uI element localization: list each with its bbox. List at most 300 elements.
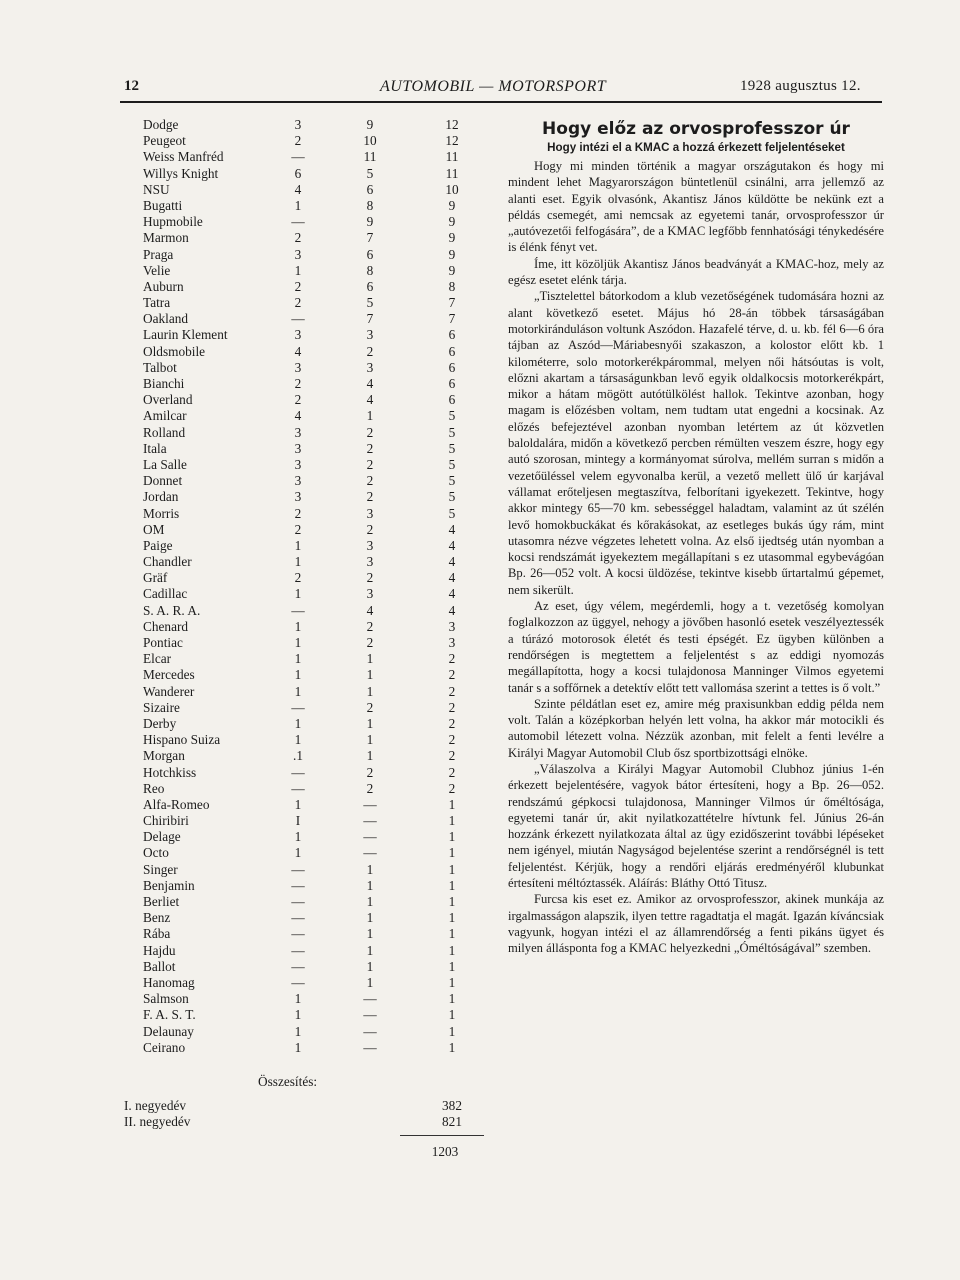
brand-name: Gräf bbox=[143, 570, 168, 586]
count-total: 9 bbox=[448, 230, 456, 246]
count-first-quarter: 1 bbox=[294, 991, 302, 1007]
count-total: 9 bbox=[448, 214, 456, 230]
table-row bbox=[0, 878, 520, 894]
article-paragraph: „Tisztelettel bátorkodom a klub vezetőségének tudomására hozni az alant következő esetet. Május hó 28-án többek társaságában motorkiránduláson voltunk Aszódon. Hazafelé térve, d. u. kb. fél 6—6 óra tájban az Aszód—Máriabesnyői szakaszon, a kolostor előtt kb. 1 kilométerre, solo motorkerékpárommal, melyen női hátsóutas is volt, előzni akartam a társaságunkban levő egyik oldalkocsis motorkerékpárt, mikor a hátam mögött autótülkölést hallok. Tekintve azonban, hogy magam is előzésben voltam, nem tudtam utat engedni a kocsinak. Az előzés befejeztével azonban nyomban letértem az út közvetlen baloldalára, midőn a következő percben rémülten veszem észre, hogy egy autó szorosan, mintegy a kormányomat súrolva, mellém surran s midőn a vezetőüléssel velem egyvonalba kerül, a vezető mellett ülő úr karjával vállamat erőteljesen megtaszítva, felborítani igyekezett. Tekintve, hogy akkor mintegy 65—70 km. sebességgel haladtam, valamint az út szélén levő homokbuckákat és kőrakásokat, az esetleges bukás úgy rám, mint utasomra nézve végzetes lehetett volna. Az első ijedtség után nyomban a kocsi rendszámát igyekeztem megállapítani s ez utasommal egybevágóan Bp. 26—052 volt. A kocsi üldözése, tekintve kisebb űrtartalmú gépemet, nem sikerült. bbox=[508, 289, 884, 597]
brand-name: Auburn bbox=[143, 278, 184, 294]
count-first-quarter: 1 bbox=[294, 1023, 302, 1039]
table-row bbox=[0, 991, 520, 1007]
table-row bbox=[0, 230, 520, 246]
count-total: 12 bbox=[445, 133, 459, 149]
count-total: 5 bbox=[448, 456, 456, 472]
count-total: 3 bbox=[448, 635, 456, 650]
count-second-quarter: 3 bbox=[366, 327, 374, 343]
count-total: 2 bbox=[448, 651, 456, 667]
table-row bbox=[0, 716, 520, 732]
count-total: 9 bbox=[448, 197, 456, 213]
table-row bbox=[0, 133, 520, 149]
count-total: 2 bbox=[448, 715, 456, 731]
count-first-quarter: 6 bbox=[294, 165, 302, 181]
count-first-quarter: 1 bbox=[294, 618, 302, 634]
count-total: 4 bbox=[448, 537, 456, 553]
page-header bbox=[0, 0, 960, 100]
count-total: 6 bbox=[448, 359, 456, 375]
count-first-quarter: 4 bbox=[294, 408, 302, 424]
count-first-quarter: 1 bbox=[294, 651, 302, 667]
table-row bbox=[0, 797, 520, 813]
brand-name: Overland bbox=[143, 392, 193, 408]
count-total: 1 bbox=[448, 877, 456, 893]
table-row bbox=[0, 522, 520, 538]
count-total: 2 bbox=[448, 683, 456, 699]
count-second-quarter: 1 bbox=[366, 910, 374, 926]
count-second-quarter: 1 bbox=[366, 942, 374, 958]
count-total: 1 bbox=[448, 926, 456, 942]
brand-name: Pontiac bbox=[143, 635, 183, 650]
table-row bbox=[0, 926, 520, 942]
count-total: 7 bbox=[448, 295, 456, 311]
count-second-quarter: 3 bbox=[366, 554, 374, 570]
count-second-quarter: 4 bbox=[366, 376, 374, 391]
count-second-quarter: 3 bbox=[366, 586, 374, 602]
article-paragraph: Szinte példátlan eset ez, amire még praxisunkban eddig példa nem volt. Talán a középkorban helyén lett volna, ha akkor már motocikli és automobil létezett volna. Nézzük azonban, mit felelt a fenti levélre a Királyi Magyar Automobil Club ősz sportbizottsági elnöke. bbox=[508, 696, 884, 760]
table-row bbox=[0, 425, 520, 441]
count-total: 12 bbox=[445, 117, 459, 132]
count-first-quarter: 4 bbox=[294, 181, 302, 197]
count-total: 1 bbox=[448, 1007, 456, 1023]
table-row bbox=[0, 214, 520, 230]
quarter-value: 821 bbox=[442, 1114, 462, 1129]
count-second-quarter: — bbox=[363, 845, 377, 861]
brand-name: Salmson bbox=[143, 991, 189, 1007]
count-second-quarter: — bbox=[363, 991, 377, 1007]
count-first-quarter: 1 bbox=[294, 829, 302, 845]
count-first-quarter: 1 bbox=[294, 732, 302, 748]
brand-name: Morris bbox=[143, 505, 180, 521]
brand-name: Chandler bbox=[143, 554, 192, 570]
article-paragraph: Hogy mi minden történik a magyar országutakon és hogy mi mindent lehet Magyarországon büntetlenül csinálni, arra jellemző az alanti eset. Egyik olvasónk, Akantisz János küldötte be nekünk ezt a példás csemegét, ami nemcsak az egyetemi tanár, orvosprofesszor úr „autóvezetői felfogására”, de a KMAC legfőbb fennhatósági ténykedésére is élénk fényt vet. bbox=[508, 159, 884, 255]
table-row bbox=[0, 489, 520, 505]
count-total: 5 bbox=[448, 408, 456, 424]
count-second-quarter: 2 bbox=[366, 570, 374, 586]
table-row bbox=[0, 408, 520, 424]
count-first-quarter: — bbox=[291, 149, 305, 165]
count-second-quarter: 2 bbox=[366, 635, 374, 650]
count-first-quarter: 3 bbox=[294, 440, 302, 456]
quarter-row bbox=[0, 1114, 520, 1130]
count-total: 4 bbox=[448, 554, 456, 570]
brand-name: OM bbox=[143, 521, 165, 537]
count-total: 4 bbox=[448, 602, 456, 618]
brand-name: Wanderer bbox=[143, 683, 195, 699]
table-row bbox=[0, 635, 520, 651]
brand-name: Elcar bbox=[143, 651, 172, 667]
table-row bbox=[0, 538, 520, 554]
count-second-quarter: 7 bbox=[366, 311, 374, 327]
count-total: 6 bbox=[448, 376, 456, 391]
summary-label: Összesítés: bbox=[258, 1074, 318, 1089]
count-second-quarter: 1 bbox=[366, 877, 374, 893]
table-row bbox=[0, 1040, 520, 1056]
table-row bbox=[0, 327, 520, 343]
count-second-quarter: 3 bbox=[366, 537, 374, 553]
count-first-quarter: 3 bbox=[294, 246, 302, 262]
count-second-quarter: 2 bbox=[366, 343, 374, 359]
total-rule bbox=[400, 1135, 484, 1136]
table-row bbox=[0, 732, 520, 748]
grand-total: 1203 bbox=[431, 1144, 459, 1159]
count-total: 11 bbox=[445, 165, 459, 181]
count-first-quarter: — bbox=[291, 780, 305, 796]
count-second-quarter: 2 bbox=[366, 456, 374, 472]
table-row bbox=[0, 959, 520, 975]
brand-name: Sizaire bbox=[143, 699, 180, 715]
count-second-quarter: 1 bbox=[366, 861, 374, 877]
brand-name: Willys Knight bbox=[143, 165, 219, 181]
table-row bbox=[0, 910, 520, 926]
count-first-quarter: 3 bbox=[294, 117, 302, 132]
count-total: 6 bbox=[448, 343, 456, 359]
count-first-quarter: 3 bbox=[294, 424, 302, 440]
count-total: 10 bbox=[445, 181, 459, 197]
table-row bbox=[0, 603, 520, 619]
count-second-quarter: 2 bbox=[366, 699, 374, 715]
count-first-quarter: 3 bbox=[294, 456, 302, 472]
count-second-quarter: 1 bbox=[366, 715, 374, 731]
count-first-quarter: .1 bbox=[293, 748, 303, 764]
publication-title: AUTOMOBIL — MOTORSPORT bbox=[380, 78, 607, 95]
brand-name: Hispano Suiza bbox=[143, 732, 221, 748]
count-second-quarter: 2 bbox=[366, 440, 374, 456]
table-row bbox=[0, 586, 520, 602]
count-first-quarter: 1 bbox=[294, 845, 302, 861]
count-second-quarter: — bbox=[363, 1007, 377, 1023]
count-total: 4 bbox=[448, 586, 456, 602]
count-first-quarter: — bbox=[291, 958, 305, 974]
count-second-quarter: 2 bbox=[366, 424, 374, 440]
brand-name: Ceirano bbox=[143, 1039, 186, 1055]
brand-name: Chenard bbox=[143, 618, 189, 634]
count-total: 6 bbox=[448, 327, 456, 343]
table-row bbox=[0, 894, 520, 910]
count-first-quarter: 3 bbox=[294, 327, 302, 343]
table-row bbox=[0, 473, 520, 489]
table-row bbox=[0, 295, 520, 311]
quarter-label: II. negyedév bbox=[124, 1114, 191, 1129]
article-subtitle: Hogy intézi el a KMAC a hozzá érkezett feljelentéseket bbox=[547, 141, 845, 154]
brand-name: Dodge bbox=[143, 117, 179, 132]
count-second-quarter: 1 bbox=[366, 974, 374, 990]
count-first-quarter: 2 bbox=[294, 133, 302, 149]
count-total: 7 bbox=[448, 311, 456, 327]
brand-name: Rába bbox=[143, 926, 171, 942]
table-row bbox=[0, 667, 520, 683]
count-first-quarter: — bbox=[291, 942, 305, 958]
count-second-quarter: — bbox=[363, 1039, 377, 1055]
table-row bbox=[0, 247, 520, 263]
count-total: 9 bbox=[448, 262, 456, 278]
brand-name: Derby bbox=[143, 715, 177, 731]
count-total: 1 bbox=[448, 861, 456, 877]
brand-name: F. A. S. T. bbox=[143, 1007, 196, 1023]
table-row bbox=[0, 700, 520, 716]
table-row bbox=[0, 765, 520, 781]
brand-name: Peugeot bbox=[143, 133, 186, 149]
table-row bbox=[0, 554, 520, 570]
brand-name: Chiribiri bbox=[143, 813, 189, 829]
count-first-quarter: 1 bbox=[294, 1007, 302, 1023]
count-second-quarter: 1 bbox=[366, 732, 374, 748]
count-total: 1 bbox=[448, 910, 456, 926]
brand-name: Weiss Manfréd bbox=[143, 149, 224, 165]
count-second-quarter: 3 bbox=[366, 359, 374, 375]
article bbox=[508, 118, 884, 957]
count-first-quarter: — bbox=[291, 877, 305, 893]
count-second-quarter: 2 bbox=[366, 780, 374, 796]
count-second-quarter: 6 bbox=[366, 246, 374, 262]
table-row bbox=[0, 862, 520, 878]
brand-name: Morgan bbox=[143, 748, 185, 764]
count-first-quarter: 1 bbox=[294, 197, 302, 213]
count-second-quarter: 1 bbox=[366, 958, 374, 974]
table-row bbox=[0, 117, 520, 133]
count-first-quarter: 2 bbox=[294, 521, 302, 537]
count-total: 4 bbox=[448, 521, 456, 537]
count-first-quarter: 4 bbox=[294, 343, 302, 359]
table-row bbox=[0, 813, 520, 829]
count-second-quarter: 4 bbox=[366, 602, 374, 618]
count-first-quarter: 1 bbox=[294, 683, 302, 699]
count-second-quarter: 5 bbox=[366, 295, 374, 311]
count-first-quarter: 3 bbox=[294, 473, 302, 489]
count-first-quarter: 1 bbox=[294, 537, 302, 553]
article-paragraph: „Válaszolva a Királyi Magyar Automobil Clubhoz június 1-én érkezett bejelentésére, vagyok bátor értesíteni, hogy a Bp. 26—052. rendszámú gépkocsi tulajdonosa, Manninger Vilmos úr őméltósága, egyetemi tanár úr, akit nyilatkozattételre hívtunk fel. Június 26-án hozzánk érkezett nyilatkozata által az ügy ezidőszerint további lépéseket nem igényel, miután Nagyságod bejelentése szerint a rendőrségnél is tett feljelentést. Kérjük, hogy a rendőri eljárás eredményéről klubunkat értesíteni méltóztassék. Aláírás: Bláthy Ottó Titusz. bbox=[508, 761, 884, 891]
brand-name: Benz bbox=[143, 910, 171, 926]
brand-name: Praga bbox=[143, 246, 174, 262]
table-row bbox=[0, 684, 520, 700]
table-row bbox=[0, 182, 520, 198]
brand-name: Mercedes bbox=[143, 667, 195, 683]
table-row bbox=[0, 619, 520, 635]
brand-name: Paige bbox=[143, 537, 173, 553]
count-total: 3 bbox=[448, 618, 456, 634]
count-first-quarter: 2 bbox=[294, 376, 302, 391]
count-total: 11 bbox=[445, 149, 459, 165]
brand-name: NSU bbox=[143, 181, 170, 197]
brand-name: S. A. R. A. bbox=[143, 602, 201, 618]
count-second-quarter: 5 bbox=[366, 165, 374, 181]
count-second-quarter: 1 bbox=[366, 408, 374, 424]
count-first-quarter: — bbox=[291, 926, 305, 942]
count-second-quarter: 2 bbox=[366, 489, 374, 505]
count-total: 2 bbox=[448, 732, 456, 748]
count-second-quarter: 9 bbox=[366, 214, 374, 230]
brand-name: Hanomag bbox=[143, 974, 195, 990]
issue-date: 1928 augusztus 12. bbox=[740, 78, 861, 94]
table-row bbox=[0, 1024, 520, 1040]
brand-name: La Salle bbox=[143, 456, 187, 472]
brand-statistics-table bbox=[0, 117, 520, 1056]
table-row bbox=[0, 441, 520, 457]
count-second-quarter: 2 bbox=[366, 473, 374, 489]
count-second-quarter: 2 bbox=[366, 521, 374, 537]
brand-name: Marmon bbox=[143, 230, 189, 246]
article-title: Hogy előz az orvosprofesszor úr bbox=[542, 119, 850, 139]
count-total: 1 bbox=[448, 974, 456, 990]
count-first-quarter: 2 bbox=[294, 278, 302, 294]
count-total: 1 bbox=[448, 1023, 456, 1039]
count-second-quarter: — bbox=[363, 796, 377, 812]
brand-name: Laurin Klement bbox=[143, 327, 228, 343]
count-second-quarter: 8 bbox=[366, 197, 374, 213]
article-paragraph: Furcsa kis eset ez. Amikor az orvosprofesszor, akinek munkája az irgalmasságon alapszik, ilyen tettre ragadtatja el magát. Igazán kíváncsiak vagyunk, hogyan intézi el az államrendőrség a fenti pikáns ügyet és milyen állásponta fog a KMAC helyezkedni „Óméltóságával” szemben. bbox=[508, 892, 884, 956]
count-total: 1 bbox=[448, 796, 456, 812]
count-first-quarter: 2 bbox=[294, 570, 302, 586]
count-second-quarter: 1 bbox=[366, 926, 374, 942]
count-second-quarter: 10 bbox=[363, 133, 377, 149]
brand-name: Benjamin bbox=[143, 877, 195, 893]
count-first-quarter: — bbox=[291, 861, 305, 877]
quarter-row bbox=[0, 1098, 520, 1114]
article-paragraph: Íme, itt közöljük Akantisz János beadványát a KMAC-hoz, mely az egész esetet elénk tárja. bbox=[508, 256, 884, 288]
count-second-quarter: 6 bbox=[366, 278, 374, 294]
table-row bbox=[0, 198, 520, 214]
table-row bbox=[0, 975, 520, 991]
table-row bbox=[0, 1007, 520, 1023]
table-row bbox=[0, 570, 520, 586]
count-first-quarter: 3 bbox=[294, 359, 302, 375]
count-second-quarter: — bbox=[363, 829, 377, 845]
table-row bbox=[0, 748, 520, 764]
count-first-quarter: I bbox=[295, 813, 301, 829]
count-first-quarter: 1 bbox=[294, 635, 302, 650]
count-total: 1 bbox=[448, 1039, 456, 1055]
count-first-quarter: — bbox=[291, 974, 305, 990]
count-second-quarter: 1 bbox=[366, 651, 374, 667]
count-total: 1 bbox=[448, 991, 456, 1007]
count-total: 2 bbox=[448, 780, 456, 796]
count-second-quarter: 1 bbox=[366, 667, 374, 683]
count-second-quarter: 11 bbox=[363, 149, 377, 165]
quarter-label: I. negyedév bbox=[124, 1098, 187, 1113]
count-total: 2 bbox=[448, 699, 456, 715]
count-second-quarter: 3 bbox=[366, 505, 374, 521]
table-row bbox=[0, 344, 520, 360]
count-first-quarter: 2 bbox=[294, 230, 302, 246]
count-total: 1 bbox=[448, 829, 456, 845]
brand-name: Oakland bbox=[143, 311, 189, 327]
table-row bbox=[0, 392, 520, 408]
count-second-quarter: 1 bbox=[366, 894, 374, 909]
count-second-quarter: 7 bbox=[366, 230, 374, 246]
count-first-quarter: — bbox=[291, 764, 305, 780]
count-second-quarter: — bbox=[363, 813, 377, 829]
count-first-quarter: 1 bbox=[294, 796, 302, 812]
table-row bbox=[0, 376, 520, 392]
count-total: 5 bbox=[448, 424, 456, 440]
brand-name: Delage bbox=[143, 829, 181, 845]
brand-name: Bugatti bbox=[143, 197, 183, 213]
count-first-quarter: 1 bbox=[294, 554, 302, 570]
count-total: 5 bbox=[448, 489, 456, 505]
count-second-quarter: 6 bbox=[366, 181, 374, 197]
table-row bbox=[0, 845, 520, 861]
count-second-quarter: 8 bbox=[366, 262, 374, 278]
brand-name: Velie bbox=[143, 262, 171, 278]
count-second-quarter: 4 bbox=[366, 392, 374, 408]
brand-name: Octo bbox=[143, 845, 169, 861]
table-row bbox=[0, 166, 520, 182]
count-first-quarter: 2 bbox=[294, 392, 302, 408]
count-first-quarter: 1 bbox=[294, 586, 302, 602]
table-row bbox=[0, 651, 520, 667]
count-second-quarter: 1 bbox=[366, 748, 374, 764]
table-row bbox=[0, 311, 520, 327]
count-total: 8 bbox=[448, 278, 456, 294]
count-total: 5 bbox=[448, 473, 456, 489]
count-total: 1 bbox=[448, 845, 456, 861]
count-total: 1 bbox=[448, 942, 456, 958]
table-row bbox=[0, 943, 520, 959]
brand-name: Amilcar bbox=[143, 408, 187, 424]
brand-name: Oldsmobile bbox=[143, 343, 206, 359]
count-first-quarter: — bbox=[291, 602, 305, 618]
count-total: 2 bbox=[448, 748, 456, 764]
count-first-quarter: 2 bbox=[294, 295, 302, 311]
count-first-quarter: 1 bbox=[294, 715, 302, 731]
brand-name: Jordan bbox=[143, 489, 179, 505]
count-first-quarter: — bbox=[291, 214, 305, 230]
brand-name: Hotchkiss bbox=[143, 764, 197, 780]
count-first-quarter: — bbox=[291, 910, 305, 926]
brand-name: Tatra bbox=[143, 295, 171, 311]
brand-name: Delaunay bbox=[143, 1023, 194, 1039]
header-rule bbox=[120, 101, 882, 103]
count-total: 1 bbox=[448, 813, 456, 829]
table-row bbox=[0, 457, 520, 473]
table-row bbox=[0, 506, 520, 522]
count-first-quarter: — bbox=[291, 894, 305, 909]
count-second-quarter: 2 bbox=[366, 764, 374, 780]
count-total: 2 bbox=[448, 667, 456, 683]
count-total: 5 bbox=[448, 505, 456, 521]
brand-name: Talbot bbox=[143, 359, 177, 375]
brand-name: Donnet bbox=[143, 473, 183, 489]
table-row bbox=[0, 360, 520, 376]
count-first-quarter: — bbox=[291, 311, 305, 327]
count-first-quarter: 1 bbox=[294, 262, 302, 278]
count-first-quarter: 1 bbox=[294, 667, 302, 683]
count-second-quarter: 9 bbox=[366, 117, 374, 132]
table-row bbox=[0, 781, 520, 797]
count-total: 6 bbox=[448, 392, 456, 408]
brand-name: Hajdu bbox=[143, 942, 176, 958]
count-second-quarter: — bbox=[363, 1023, 377, 1039]
count-second-quarter: 2 bbox=[366, 618, 374, 634]
table-row bbox=[0, 279, 520, 295]
count-first-quarter: 1 bbox=[294, 1039, 302, 1055]
brand-name: Reo bbox=[143, 780, 165, 796]
count-total: 1 bbox=[448, 958, 456, 974]
count-first-quarter: 3 bbox=[294, 489, 302, 505]
count-total: 1 bbox=[448, 894, 456, 909]
count-total: 9 bbox=[448, 246, 456, 262]
brand-name: Alfa-Romeo bbox=[143, 796, 210, 812]
table-row bbox=[0, 149, 520, 165]
count-total: 4 bbox=[448, 570, 456, 586]
brand-name: Hupmobile bbox=[143, 214, 203, 230]
quarter-value: 382 bbox=[442, 1098, 462, 1113]
brand-name: Ballot bbox=[143, 958, 176, 974]
